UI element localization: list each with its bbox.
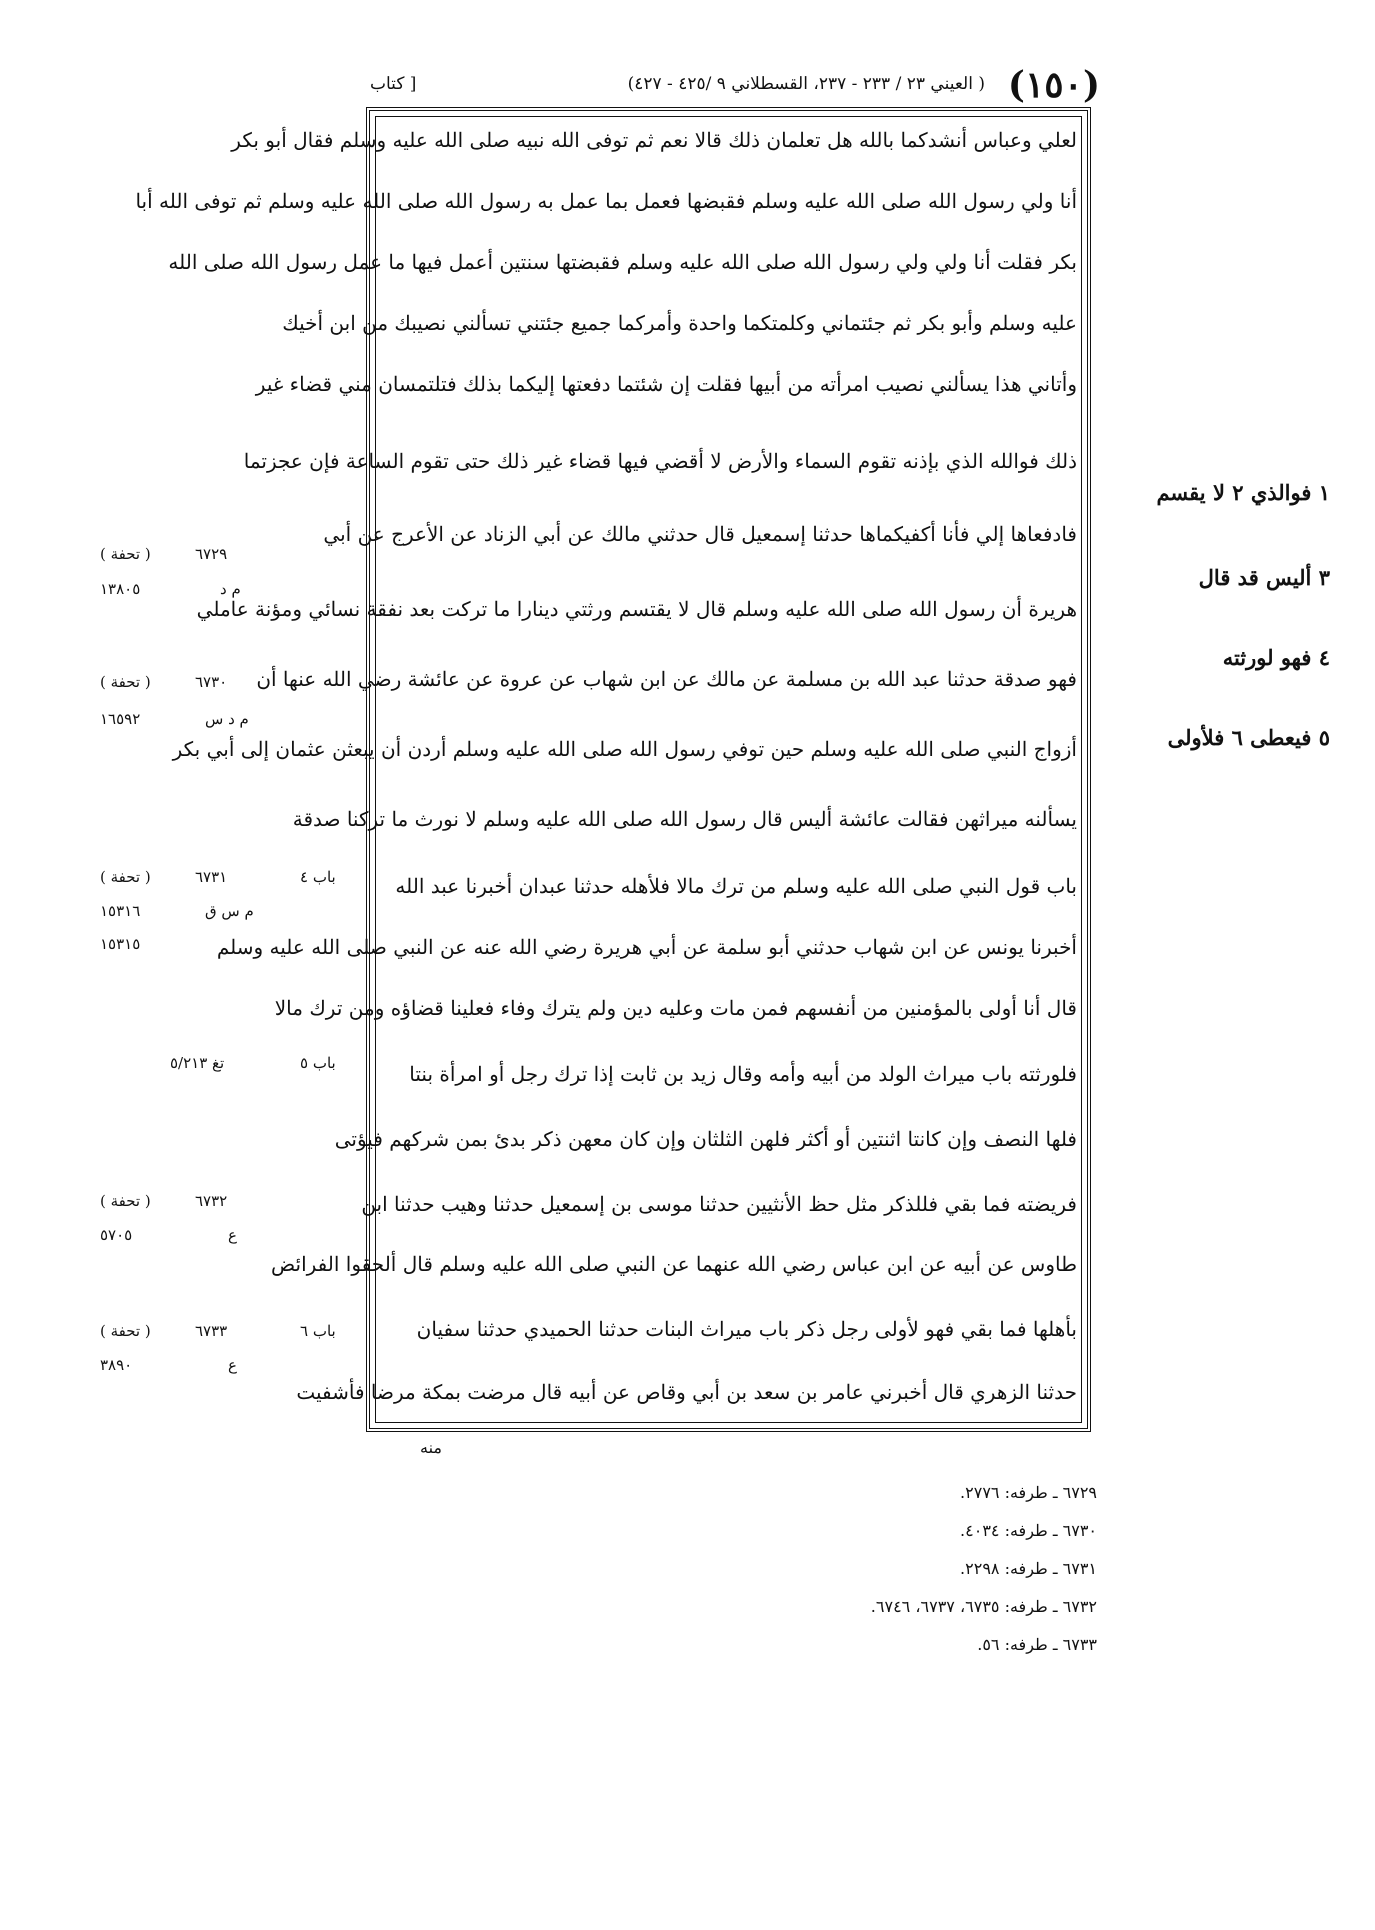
tuhfa-label: ( تحفة ): [100, 1322, 151, 1340]
text-line: وأتاني هذا يسألني نصيب امرأته من أبيها فقلت إن شئتما دفعتها إليكما بذلك فتلتمسان مني قضاء غير: [255, 372, 1077, 396]
text-line: حدثنا الزهري قال أخبرني عامر بن سعد بن أبي وقاص عن أبيه قال مرضت بمكة مرضا فأشفيت: [296, 1380, 1077, 1404]
text-line: فلورثته باب ميراث الولد من أبيه وأمه وقال زيد بن ثابت إذا ترك رجل أو امرأة بنتا: [409, 1062, 1077, 1086]
tuhfa-number: ١٥٣١٥: [100, 935, 141, 953]
text-line: ذلك فوالله الذي بإذنه تقوم السماء والأرض لا أقضي فيها قضاء غير ذلك حتى تقوم الساعة فإن عجزتما: [243, 449, 1077, 473]
text-line: أخبرنا يونس عن ابن شهاب حدثني أبو سلمة عن أبي هريرة رضي الله عنه عن النبي صلى الله عليه وسلم: [216, 935, 1077, 959]
hadith-number: ٦٧٣٠: [195, 673, 228, 691]
source-sigla: م د س: [205, 710, 249, 728]
bab-number: باب ٦: [300, 1322, 336, 1340]
text-line: بأهلها فما بقي فهو لأولى رجل ذكر باب ميراث البنات حدثنا الحميدي حدثنا سفيان: [416, 1317, 1077, 1341]
catchword: منه: [420, 1438, 442, 1457]
variant-note: ١ فوالذي ٢ لا يقسم: [1156, 480, 1330, 505]
footnote: ٦٧٣٠ ـ طرفه: ٤٠٣٤.: [960, 1521, 1097, 1540]
footnote: ٦٧٢٩ ـ طرفه: ٢٧٧٦.: [960, 1483, 1097, 1502]
tuhfa-number: ٣٨٩٠: [100, 1356, 133, 1374]
variant-note: ٣ أليس قد قال: [1198, 565, 1330, 590]
text-line: أزواج النبي صلى الله عليه وسلم حين توفي رسول الله صلى الله عليه وسلم أردن أن يبعثن عثمان إلى أبي بكر: [172, 737, 1077, 761]
text-line: أنا ولي رسول الله صلى الله عليه وسلم فقبضها فعمل بما عمل به رسول الله صلى الله عليه وسلم ثم توفى الله أبا: [135, 189, 1077, 213]
text-line: بكر فقلت أنا ولي ولي رسول الله صلى الله عليه وسلم فقبضتها سنتين أعمل فيها ما عمل رسول الله صلى الله: [168, 250, 1077, 274]
text-line: لعلي وعباس أنشدكما بالله هل تعلمان ذلك قالا نعم ثم توفى الله نبيه صلى الله عليه وسلم فقال أبو بكر: [231, 128, 1077, 152]
tuhfa-label: ( تحفة ): [100, 868, 151, 886]
variant-note: ٤ فهو لورثته: [1222, 645, 1330, 670]
text-line: قال أنا أولى بالمؤمنين من أنفسهم فمن مات وعليه دين ولم يترك وفاء فعلينا قضاؤه ومن ترك مالا: [274, 996, 1077, 1020]
source-sigla: ع: [228, 1356, 237, 1374]
text-line: هريرة أن رسول الله صلى الله عليه وسلم قال لا يقتسم ورثتي دينارا ما تركت بعد نفقة نسائي ومؤنة عاملي: [196, 597, 1077, 621]
text-line: فهو صدقة حدثنا عبد الله بن مسلمة عن مالك عن ابن شهاب عن عروة عن عائشة رضي الله عنها أن: [256, 667, 1077, 691]
text-line: فلها النصف وإن كانتا اثنتين أو أكثر فلهن الثلثان وإن كان معهن ذكر بدئ بمن شركهم فيؤتى: [334, 1127, 1077, 1151]
tuhfa-number: ٥٧٠٥: [100, 1226, 133, 1244]
header-book-label: [ كتاب: [370, 74, 417, 94]
hadith-number: ٦٧٣١: [195, 868, 228, 886]
bab-number: باب ٤: [300, 868, 336, 886]
tuhfa-number: ١٥٣١٦: [100, 902, 141, 920]
tuhfa-number: ١٣٨٠٥: [100, 580, 141, 598]
variant-note: ٥ فيعطى ٦ فلأولى: [1167, 725, 1330, 750]
text-line: يسألنه ميراثهن فقالت عائشة أليس قال رسول الله صلى الله عليه وسلم لا نورث ما تركنا صدقة: [292, 807, 1077, 831]
source-sigla: م س ق: [205, 902, 254, 920]
tuhfa-label: ( تحفة ): [100, 1192, 151, 1210]
header-references: ( العيني ٢٣ / ٢٣٣ - ٢٣٧، القسطلاني ٩ /٤٢٥ - ٤٢٧): [627, 74, 985, 94]
source-sigla: ع: [228, 1226, 237, 1244]
text-line: باب قول النبي صلى الله عليه وسلم من ترك مالا فلأهله حدثنا عبدان أخبرنا عبد الله: [395, 874, 1077, 898]
text-line: فادفعاها إلي فأنا أكفيكماها حدثنا إسمعيل قال حدثني مالك عن أبي الزناد عن الأعرج عن أبي: [323, 522, 1077, 546]
page-header: [360, 64, 1100, 110]
footnote: ٦٧٣١ ـ طرفه: ٢٢٩٨.: [960, 1559, 1097, 1578]
text-line: فريضته فما بقي فللذكر مثل حظ الأنثيين حدثنا موسى بن إسمعيل حدثنا وهيب حدثنا ابن: [361, 1192, 1077, 1216]
footnote: ٦٧٣٣ ـ طرفه: ٥٦.: [977, 1635, 1097, 1654]
tuhfa-number: ١٦٥٩٢: [100, 710, 141, 728]
hadith-number: ٦٧٣٢: [195, 1192, 228, 1210]
footnote: ٦٧٣٢ ـ طرفه: ٦٧٣٥، ٦٧٣٧، ٦٧٤٦.: [870, 1597, 1097, 1616]
text-line: عليه وسلم وأبو بكر ثم جئتماني وكلمتكما واحدة وأمركما جميع جئتني تسألني نصيبك من ابن أخيك: [282, 311, 1077, 335]
bab-number: باب ٥: [300, 1054, 336, 1072]
hadith-number: ٦٧٣٣: [195, 1322, 228, 1340]
hadith-number: ٦٧٢٩: [195, 545, 228, 563]
tuhfa-label: ( تحفة ): [100, 673, 151, 691]
page-number: (١٥٠): [1007, 64, 1100, 106]
text-line: طاوس عن أبيه عن ابن عباس رضي الله عنهما عن النبي صلى الله عليه وسلم قال ألحقوا الفرائض: [271, 1252, 1077, 1276]
source-sigla: م د: [220, 580, 241, 598]
tuhfa-label: ( تحفة ): [100, 545, 151, 563]
source-sigla: تغ ٥/٢١٣: [170, 1054, 225, 1072]
